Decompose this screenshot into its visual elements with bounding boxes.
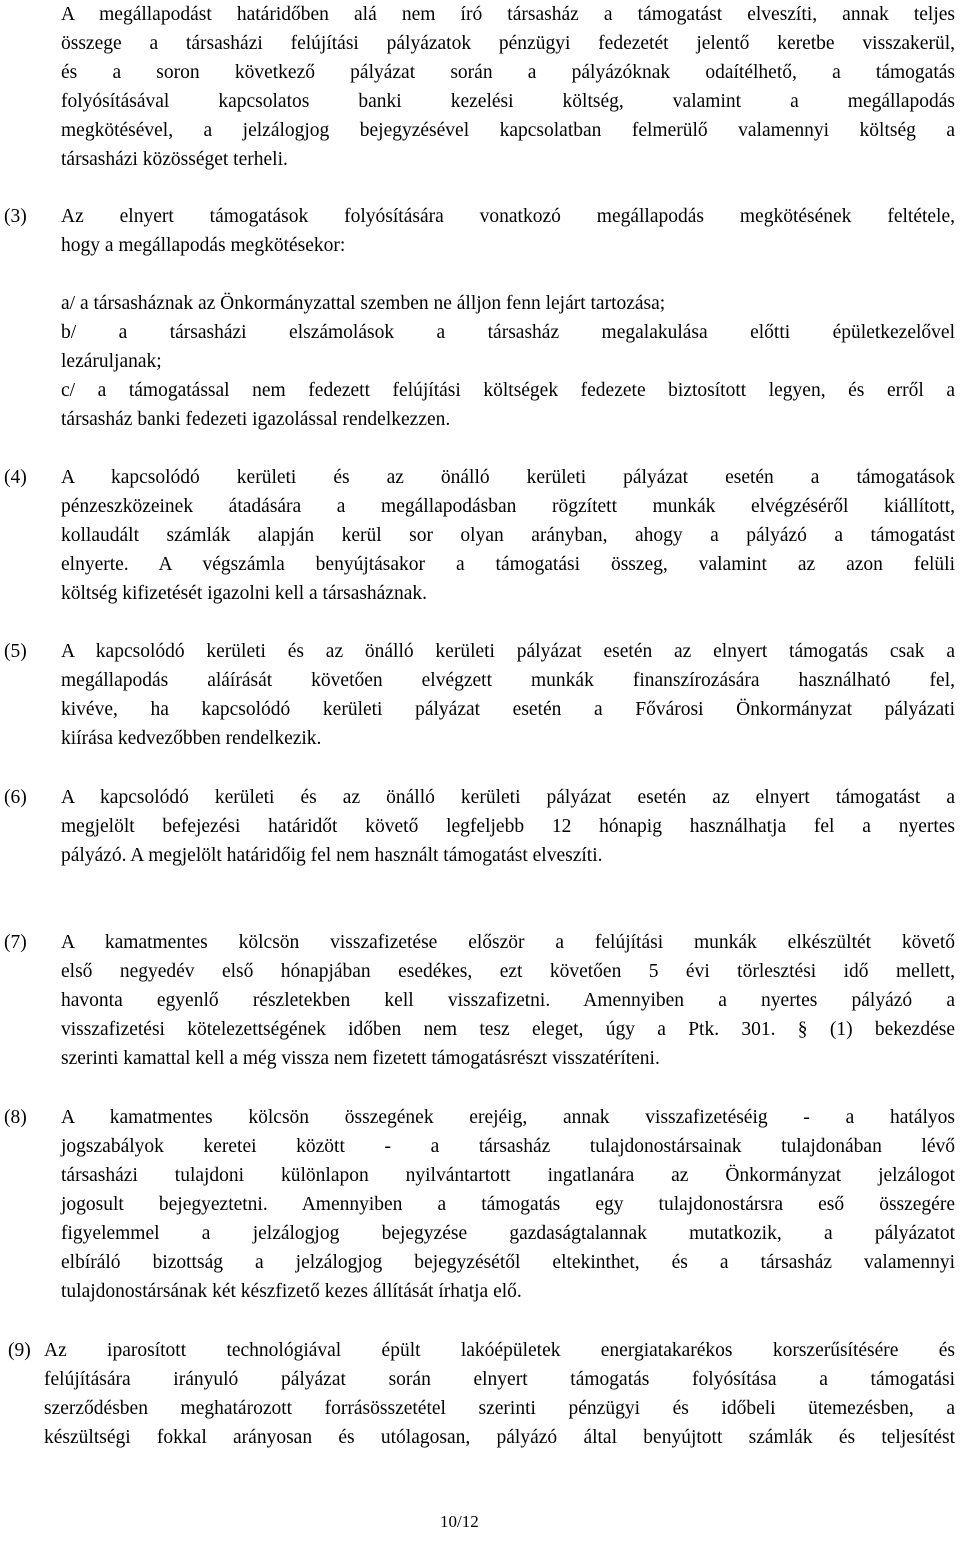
text-line: költség kifizetését igazolni kell a társasháznak. (61, 583, 428, 604)
text-line: pályázó. A megjelölt határidőig fel nem használt támogatást elveszíti. (61, 845, 603, 866)
text-line: A kamatmentes kölcsön visszafizetése először a felújítási munkák elkészültét követő (61, 932, 955, 953)
text-line: társasházi közösséget terheli. (61, 149, 288, 170)
list-item-continuation: társasház banki fedezeti igazolással rendelkezzen. (61, 409, 451, 430)
text-line: tulajdonostársának két készfizető kezes állítását írhatja elő. (61, 1281, 522, 1302)
text-line: figyelemmel a jelzálogjog bejegyzése gazdaságtalannak mutatkozik, a pályázatot (61, 1223, 955, 1244)
text-line: elbíráló bizottság a jelzálogjog bejegyzésétől eltekinthet, és a társasház valamennyi (61, 1252, 955, 1273)
paragraph-number: (3) (4, 206, 27, 227)
text-line: felújítására irányuló pályázat során elnyert támogatás folyósítása a támogatási (44, 1369, 955, 1390)
paragraph-number: (9) (8, 1340, 31, 1361)
text-line: Az iparosított technológiával épült lakóépületek energiatakarékos korszerűsítésére és (44, 1340, 955, 1361)
text-line: folyósításával kapcsolatos banki kezelési költség, valamint a megállapodás (61, 91, 955, 112)
text-line: és a soron következő pályázat során a pályázóknak odaítélhető, a támogatás (61, 62, 955, 83)
text-line: elnyerte. A végszámla benyújtásakor a támogatási összeg, valamint az azon felüli (61, 554, 955, 575)
text-line: megkötésével, a jelzálogjog bejegyzésével kapcsolatban felmerülő valamennyi költség a (61, 120, 955, 141)
paragraph-number: (8) (4, 1107, 27, 1128)
paragraph-number: (4) (4, 467, 27, 488)
text-line: összege a társasházi felújítási pályázatok pénzügyi fedezetét jelentő keretbe visszakerül, (61, 33, 955, 54)
text-line: első negyedév első hónapjában esedékes, ezt követően 5 évi törlesztési idő mellett, (61, 961, 955, 982)
list-item-continuation: lezáruljanak; (61, 351, 162, 372)
list-item: b/ a társasházi elszámolások a társasház megalakulása előtti épületkezelővel (61, 322, 955, 343)
text-line: A kapcsolódó kerületi és az önálló kerületi pályázat esetén a támogatások (61, 467, 955, 488)
text-line: Az elnyert támogatások folyósítására vonatkozó megállapodás megkötésének feltétele, (61, 206, 955, 227)
text-line: kollaudált számlák alapján kerül sor olyan arányban, ahogy a pályázó a támogatást (61, 525, 955, 546)
text-line: jogszabályok keretei között - a társasház tulajdonostársainak tulajdonában lévő (61, 1136, 955, 1157)
paragraph-number: (6) (4, 787, 27, 808)
text-line: szerződésben meghatározott forrásösszetétel szerinti pénzügyi és időbeli ütemezésben, a (44, 1398, 955, 1419)
list-item: c/ a támogatással nem fedezett felújítási költségek fedezete biztosított legyen, és erről a (61, 380, 955, 401)
list-item: a/ a társasháznak az Önkormányzattal szemben ne álljon fenn lejárt tartozása; (61, 293, 666, 314)
text-line: készültségi fokkal arányosan és utólagosan, pályázó által benyújtott számlák és teljesítést (44, 1427, 955, 1448)
text-line: jogosult bejegyeztetni. Amennyiben a támogatás egy tulajdonostársra eső összegére (61, 1194, 955, 1215)
text-line: A kamatmentes kölcsön összegének erejéig, annak visszafizetéséig - a hatályos (61, 1107, 955, 1128)
text-line: pénzeszközeinek átadására a megállapodásban rögzített munkák elvégzéséről kiállított, (61, 496, 955, 517)
text-line: A kapcsolódó kerületi és az önálló kerületi pályázat esetén az elnyert támogatás csak a (61, 641, 955, 662)
paragraph-number: (5) (4, 641, 27, 662)
text-line: A kapcsolódó kerületi és az önálló kerületi pályázat esetén az elnyert támogatást a (61, 787, 955, 808)
text-line: hogy a megállapodás megkötésekor: (61, 235, 346, 256)
text-line: megjelölt befejezési határidőt követő legfeljebb 12 hónapig használhatja fel a nyertes (61, 816, 955, 837)
text-line: társasházi tulajdoni különlapon nyilvántartott ingatlanára az Önkormányzat jelzálogot (61, 1165, 955, 1186)
text-line: szerinti kamattal kell a még vissza nem fizetett támogatásrészt visszatéríteni. (61, 1048, 660, 1069)
text-line: havonta egyenlő részletekben kell visszafizetni. Amennyiben a nyertes pályázó a (61, 990, 955, 1011)
text-line: kivéve, ha kapcsolódó kerületi pályázat esetén a Fővárosi Önkormányzat pályázati (61, 699, 955, 720)
paragraph-number: (7) (4, 932, 27, 953)
text-line: visszafizetési kötelezettségének időben nem tesz eleget, úgy a Ptk. 301. § (1) bekezdése (61, 1019, 955, 1040)
text-line: kiírása kedvezőbben rendelkezik. (61, 728, 322, 749)
text-line: A megállapodást határidőben alá nem író társasház a támogatást elveszíti, annak teljes (61, 4, 955, 25)
page-number: 10/12 (440, 1512, 479, 1531)
text-line: megállapodás aláírását követően elvégzett munkák finanszírozására használható fel, (61, 670, 955, 691)
